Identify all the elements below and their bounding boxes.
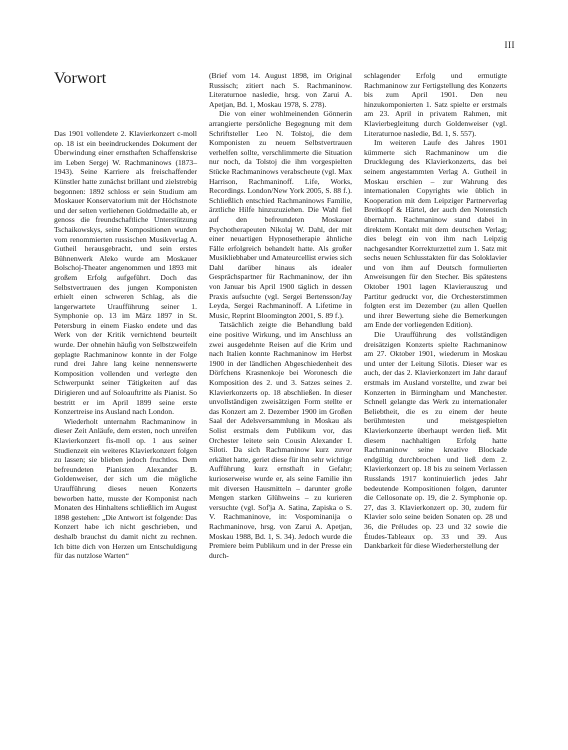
- paragraph: Im weiteren Laufe des Jahres 1901 kümmerte sich Rachmaninow um die Drucklegung des Klavierkonzerts, das bei seinem angestammten Verlag A. Gutheil in Moskau erschien – zur Wahrung des internationalen Copyrights wie üblich in Kooperation mit dem Leipziger Partnerverlag Breitkopf & Härtel, der auch den Notenstich übernahm. Rachmaninow stand dabei in direktem Kontakt mit dem deutschen Verlag; dies belegt ein von ihm nach Leipzig nachgesandter Korrekturzettel zum 1. Satz mit sechs neuen Schlusstakten für das Soloklavier und von ihm auf Deutsch formulierten Anweisungen für den Stecher. Bis spätestens Oktober 1901 lagen Klavierauszug und Partitur gedruckt vor, die Orchesterstimmen folgten erst im Dezember (zu allen Quellen und ihrer Bewertung siehe die Bemerkungen am Ende der vorliegenden Edition).: [364, 138, 507, 330]
- paragraph: (Brief vom 14. August 1898, im Original Russisch; zitiert nach S. Rachmaninow. Literaturnoe nasledie, hrsg. von Zarui A. Apetjan, Bd. 1, Moskau 1978, S. 278).: [209, 71, 352, 109]
- paragraph: Die von einer wohlmeinenden Gönnerin arrangierte persönliche Begegnung mit dem Schriftsteller Leo N. Tolstoj, die dem Komponisten zu neuem Selbstvertrauen verhelfen sollte, verschlimmerte die Situation nur noch, da Tolstoj die ihm vorgespielten Stücke Rachmaninows verabscheute (vgl. Max Harrison, Rachmaninoff. Life, Works, Recordings. London/New York 2005, S. 88 f.). Schließlich entschied Rachmaninows Familie, ärztliche Hilfe hinzuzuziehen. Die Wahl fiel auf den befreundeten Moskauer Psychotherapeuten Nikolaj W. Dahl, der mit einer neuartigen Hypnosetherapie ähnliche Fälle erfolgreich behandelt hatte. Als großer Musikliebhaber und Amateurcellist erwies sich Dahl darüber hinaus als idealer Gesprächspartner für Rachmaninow, der ihn von Januar bis April 1900 täglich in dessen Praxis aufsuchte (vgl. Sergei Bertensson/Jay Leyda, Sergei Rachmaninoff. A Lifetime in Music, Reprint Bloomington 2001, S. 89 f.).: [209, 109, 352, 320]
- paragraph: Die Uraufführung des vollständigen dreisätzigen Konzerts spielte Rachmaninow am 27. Oktober 1901, wiederum in Moskau und unter der Leitung Silotis. Dieser war es auch, der das 2. Klavierkonzert im Jahr darauf erstmals im Ausland vorstellte, und zwar bei Konzerten in Birmingham und Manchester. Schnell gelangte das Werk zu internationaler Beliebtheit, die es zu einem der heute berühmtesten und meistgespielten Klavierkonzerte überhaupt werden ließ. Mit diesem nachhaltigen Erfolg hatte Rachmaninow seine kreative Blockade endgültig durchbrochen und ließ dem 2. Klavierkonzert op. 18 bis zu seinem Verlassen Russlands 1917 kontinuierlich jedes Jahr bedeutende Kompositionen folgen, darunter die Cellosonate op. 19, die 2. Symphonie op. 27, das 3. Klavierkonzert op. 30, zudem für Klavier solo seine beiden Sonaten op. 28 und 36, die Préludes op. 23 und 32 sowie die Études-Tableaux op. 33 und 39. Aus Dankbarkeit für diese Wiederherstellung der: [364, 330, 507, 551]
- paragraph: Tatsächlich zeigte die Behandlung bald eine positive Wirkung, und im Anschluss an zwei ausgedehnte Reisen auf die Krim und nach Italien konnte Rachmaninow im Herbst 1900 in der ländlichen Abgeschiedenheit des Dörfchens Krasnenkoje bei Woronesch die Komposition des 2. und 3. Satzes seines 2. Klavierkonzerts op. 18 abschließen. In dieser unvollständigen zweisätzigen Form stellte er das Konzert am 2. Dezember 1900 im Großen Saal der Adelsversammlung in Moskau als Solist erstmals dem Publikum vor, das Orchester leitete sein Cousin Alexander I. Siloti. Da sich Rachmaninow kurz zuvor erkältet hatte, geriet diese für ihn sehr wichtige Aufführung kurz ernsthaft in Gefahr; kurioserweise wurde er, als seine Familie ihn mit diversen Hausmitteln – darunter große Mengen starken Glühweins – zu kurieren versuchte (vgl. Sof'ja A. Satina, Zapiska o S. V. Rachmaninove, in: Vospominanija o Rachmaninove, hrsg. von Zarui A. Apetjan, Moskau 1988, Bd. 1, S. 34). Jedoch wurde die Premiere beim Publikum und in der Presse ein durch-: [209, 320, 352, 560]
- page-title: Vorwort: [54, 70, 107, 87]
- text-column-1: [54, 129, 197, 561]
- text-column-2: [209, 71, 352, 560]
- paragraph: Wiederholt unternahm Rachmaninow in dieser Zeit Anläufe, dem ersten, noch unreifen Klavierkonzert fis-moll op. 1 aus seiner Studienzeit ein weiteres Klavierkonzert folgen zu lassen; sie blieben jedoch fruchtlos. Dem befreundeten Pianisten Alexander B. Goldenweiser, der sich um die mögliche Uraufführung dieses neuen Konzerts beworben hatte, musste der Komponist nach Monaten des Hinhaltens schließlich im August 1898 gestehen: „Die Antwort ist folgende: Das Konzert habe ich nicht geschrieben, und deshalb brauchst du damit nicht zu rechnen. Ich bitte dich von Herzen um Entschuldigung für das nutzlose Warten“: [54, 416, 197, 561]
- paragraph: schlagender Erfolg und ermutigte Rachmaninow zur Fertigstellung des Konzerts bis zum April 1901. Den neu hinzukomponierten 1. Satz spielte er erstmals am 23. April in privatem Rahmen, mit Klavierbegleitung durch Goldenweiser (vgl. Literaturnoe nasledie, Bd. 1, S. 557).: [364, 71, 507, 138]
- paragraph: Das 1901 vollendete 2. Klavierkonzert c-moll op. 18 ist ein beeindruckendes Dokument der Überwindung einer ernsthaften Schaffenskrise im Leben Sergej W. Rachmaninows (1873–1943). Seine Karriere als freischaffender Künstler hatte zunächst brillant und zielstrebig begonnen: 1892 schloss er sein Studium am Moskauer Konservatorium mit der Höchstnote und der selten verliehenen Goldmedaille ab, er genoss die freundschaftliche Unterstützung Tschaikowskys, seine Kompositionen wurden vom renommierten russischen Musikverlag A. Gutheil herausgebracht, und sein erstes Bühnenwerk Aleko wurde am Moskauer Bolschoj-Theater angenommen und 1893 mit großem Erfolg aufgeführt. Doch das Selbstvertrauen des jungen Komponisten erhielt einen schweren Schlag, als die langerwartete Uraufführung seiner 1. Symphonie op. 13 im März 1897 in St. Petersburg in einem Fiasko endete und das Werk von der Kritik vernichtend beurteilt wurde. Der ohnehin häufig von Selbstzweifeln geplagte Rachmaninow konnte in der Folge rund drei Jahre lang keine nennenswerte Komposition vollenden und verlegte den Schwerpunkt seiner Tätigkeiten auf das Dirigieren und auf Soloauftritte als Pianist. So bestritt er im April 1899 seine erste Konzertreise ins Ausland nach London.: [54, 129, 197, 417]
- text-column-3: [364, 71, 507, 551]
- page-number: III: [504, 40, 515, 50]
